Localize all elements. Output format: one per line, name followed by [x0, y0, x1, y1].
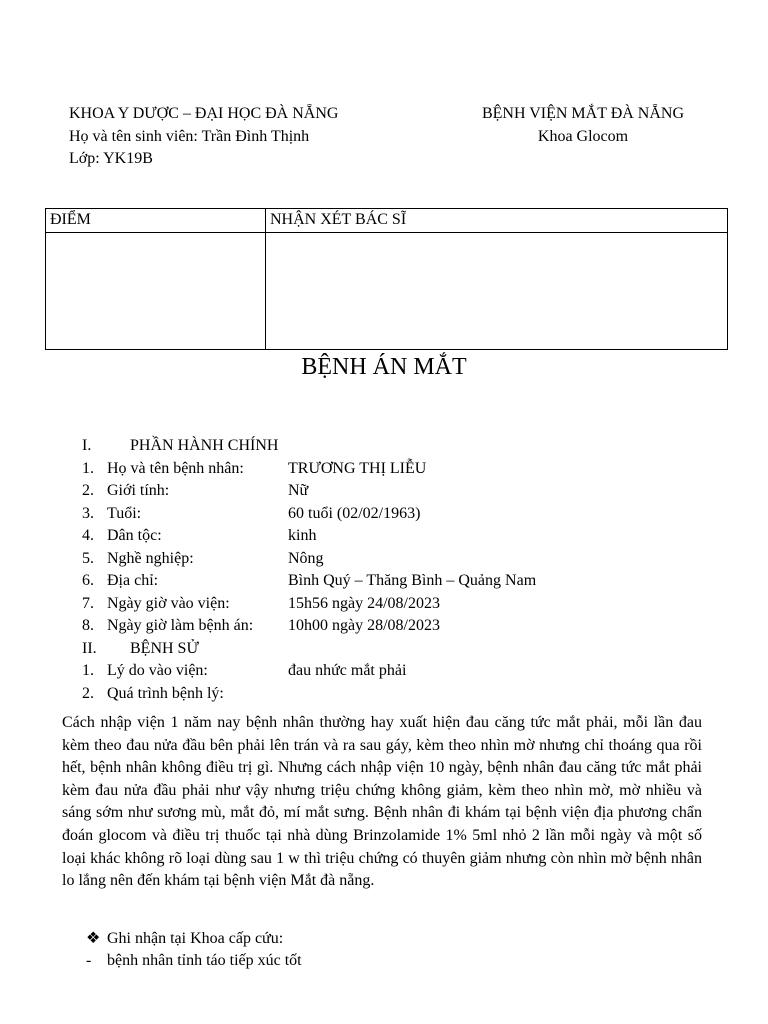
item-value: đau nhức mắt phải	[288, 662, 407, 679]
item-value: Nông	[288, 549, 324, 567]
notes-heading-text: Ghi nhận tại Khoa cấp cứu:	[107, 930, 284, 947]
item-value: kinh	[288, 527, 317, 544]
section-heading-history	[82, 638, 702, 661]
list-item: 1. Lý do vào viện: đau nhức mắt phải	[82, 660, 702, 683]
item-label: Quá trình bệnh lý:	[107, 684, 224, 702]
item-label: Dân tộc:	[107, 527, 162, 544]
notes-item-text: bệnh nhân tỉnh táo tiếp xúc tốt	[107, 952, 302, 969]
list-item: 8. Ngày giờ làm bệnh án: 10h00 ngày 28/08/2023	[82, 615, 702, 638]
dash-bullet: -	[86, 952, 92, 969]
diamond-bullet-icon: ❖	[86, 930, 101, 947]
score-cell	[46, 233, 266, 350]
patient-info-section	[82, 435, 702, 705]
list-item: 2. Quá trình bệnh lý:	[82, 683, 702, 706]
section-numeral: I.	[82, 437, 92, 454]
doctor-comment-cell	[266, 233, 728, 350]
section-numeral: II.	[82, 639, 97, 657]
section-title: BỆNH SỬ	[130, 639, 199, 657]
list-item: 1. Họ và tên bệnh nhân: TRƯƠNG THỊ LIỄU	[82, 458, 702, 481]
list-item: 4. Dân tộc: kinh	[82, 525, 702, 548]
item-value: 10h00 ngày 28/08/2023	[288, 617, 440, 634]
student-name: Họ và tên sinh viên: Trần Đình Thịnh	[69, 127, 310, 145]
document-title: BỆNH ÁN MẮT	[301, 354, 467, 380]
faculty-name: KHOA Y DƯỢC – ĐẠI HỌC ĐÀ NẴNG	[69, 105, 339, 122]
item-label: Giới tính:	[107, 482, 170, 499]
item-label: Nghề nghiệp:	[107, 549, 194, 567]
hospital-name: BỆNH VIỆN MẮT ĐÀ NẴNG	[481, 105, 685, 122]
history-paragraph: Cách nhập viện 1 năm nay bệnh nhân thường hay xuất hiện đau căng tức mắt phải, mỗi lần đau kèm theo đau nửa đầu bên phải lên trán và ra sau gáy, kèm theo nhìn mờ nhưng chỉ thoáng qua rồi hết, bệnh nhân không điều trị gì. Nhưng cách nhập viện 10 ngày, bệnh nhân đau căng tức mắt phải kèm đau nửa đầu phải như vậy nhưng triệu chứng không giảm, kèm theo nhìn mờ, mờ nhiều và sáng sớm như sương mù, mắt đỏ, mí mắt sưng. Bệnh nhân đi khám tại bệnh viện địa phương chẩn đoán glocom và điều trị thuốc tại nhà dùng Brinzolamide 1% 5ml nhỏ 2 lần mỗi ngày và một số loại khác không rõ loại dùng sau 1 w thì triệu chứng có thuyên giảm nhưng còn nhìn mờ bệnh nhân lo lắng nên đến khám tại bệnh viện Mắt đà nẵng.	[62, 714, 702, 890]
list-item: 6. Địa chỉ: Bình Quý – Thăng Bình – Quảng Nam	[82, 570, 702, 593]
section-heading-admin	[82, 435, 702, 458]
item-value: Nữ	[288, 482, 309, 499]
score-table	[45, 208, 728, 350]
list-item: 5. Nghề nghiệp: Nông	[82, 548, 702, 571]
header-right	[470, 103, 696, 148]
item-label: Lý do vào viện:	[107, 662, 208, 679]
item-value: 60 tuổi (02/02/1963)	[288, 504, 421, 522]
section-title: PHẦN HÀNH CHÍNH	[130, 437, 279, 454]
item-value: 15h56 ngày 24/08/2023	[288, 594, 440, 612]
item-label: Tuổi:	[107, 504, 142, 522]
list-item: 3. Tuổi: 60 tuổi (02/02/1963)	[82, 503, 702, 526]
item-label: Họ và tên bệnh nhân:	[107, 459, 244, 477]
department-name: Khoa Glocom	[537, 127, 629, 145]
item-value: Bình Quý – Thăng Bình – Quảng Nam	[288, 572, 537, 589]
item-label: Ngày giờ vào viện:	[107, 594, 230, 612]
item-label: Địa chỉ:	[107, 572, 159, 589]
header-left	[69, 103, 338, 171]
class-name: Lớp: YK19B	[69, 150, 153, 167]
item-label: Ngày giờ làm bệnh án:	[107, 617, 254, 634]
score-header: ĐIỂM	[46, 209, 266, 233]
doctor-comment-header: NHẬN XÉT BÁC SĨ	[266, 209, 728, 233]
list-item: 2. Giới tính: Nữ	[82, 480, 702, 503]
item-value: TRƯƠNG THỊ LIỄU	[288, 459, 427, 477]
list-item: 7. Ngày giờ vào viện: 15h56 ngày 24/08/2023	[82, 593, 702, 616]
